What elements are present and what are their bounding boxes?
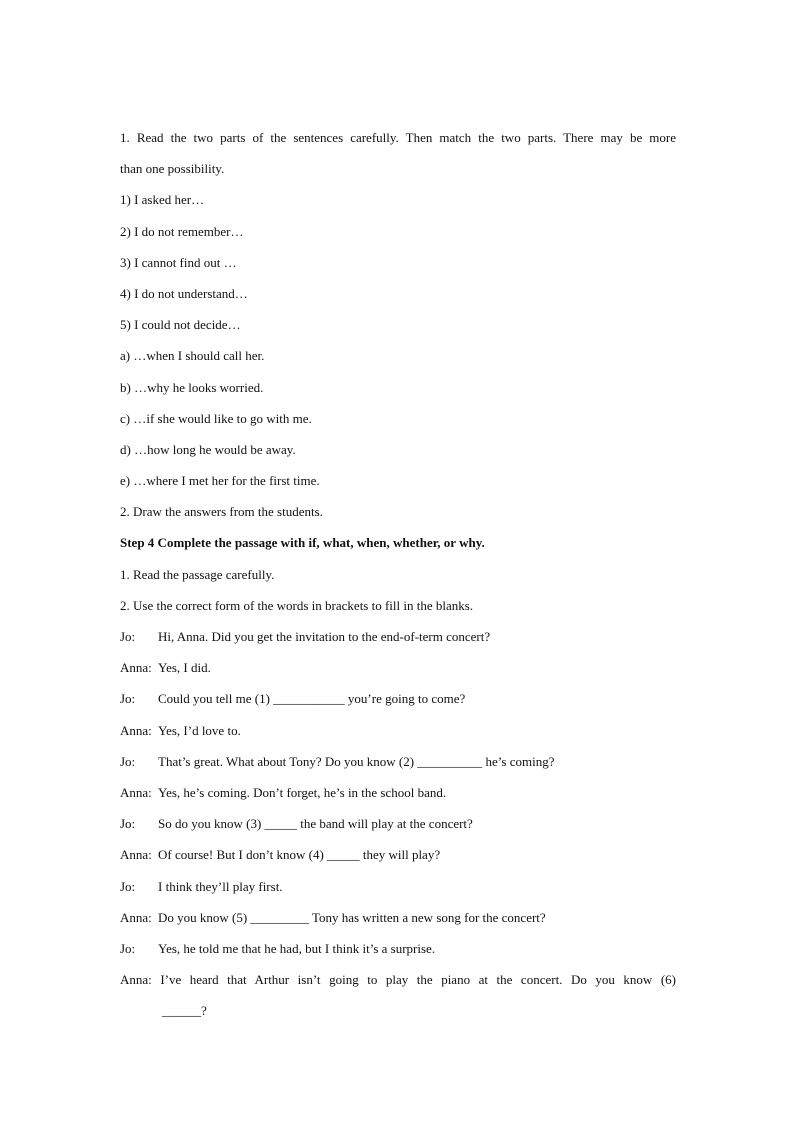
- left-part-2: 2) I do not remember…: [120, 223, 244, 239]
- dialogue-line: [120, 876, 676, 907]
- speaker-label: Anna:: [120, 660, 152, 676]
- dialogue-text: I’ve heard that Arthur isn’t going to play the piano at the concert. Do you know (6): [160, 972, 676, 988]
- right-part-a: a) …when I should call her.: [120, 348, 265, 364]
- draw-answers: 2. Draw the answers from the students.: [120, 504, 323, 520]
- dialogue-text: Yes, I did.: [158, 660, 211, 676]
- dialogue-text: That’s great. What about Tony? Do you know (2) __________ he’s coming?: [158, 753, 555, 769]
- dialogue-text: Of course! But I don’t know (4) _____ they will play?: [158, 847, 441, 863]
- right-part-c: c) …if she would like to go with me.: [120, 410, 312, 426]
- dialogue-text: Yes, he told me that he had, but I think it’s a surprise.: [158, 940, 436, 956]
- speaker-label: Anna:: [120, 909, 152, 925]
- task1-instruction-line2: than one possibility.: [120, 161, 225, 177]
- dialogue-text: Do you know (5) _________ Tony has written a new song for the concert?: [158, 909, 546, 925]
- speaker-label: Anna:: [120, 847, 152, 863]
- right-part-d: d) …how long he would be away.: [120, 441, 296, 457]
- dialogue-line: [120, 969, 676, 1000]
- dialogue-line: [120, 844, 676, 875]
- dialogue-line: [120, 720, 676, 751]
- speaker-label: Jo:: [120, 629, 136, 644]
- dialogue-line: [120, 907, 676, 938]
- dialogue-line: [120, 688, 676, 719]
- speaker-label: Jo:: [120, 753, 136, 769]
- speaker-label: Jo:: [120, 878, 136, 894]
- dialogue-text: Could you tell me (1) ___________ you’re going to come?: [158, 691, 466, 707]
- dialogue-line: [120, 813, 676, 844]
- left-part-4: 4) I do not understand…: [120, 285, 248, 301]
- speaker-label: Jo:: [120, 691, 136, 707]
- dialogue-text: Yes, I’d love to.: [158, 722, 241, 738]
- speaker-label: Anna:: [120, 722, 152, 738]
- right-part-e: e) …where I met her for the first time.: [120, 473, 320, 489]
- left-part-3: 3) I cannot find out …: [120, 254, 237, 270]
- dialogue-continuation: ______?: [162, 1003, 207, 1019]
- step4-heading: Step 4 Complete the passage with if, what, when, whether, or why.: [120, 535, 485, 551]
- step4-instruction-1: 1. Read the passage carefully.: [120, 566, 275, 582]
- dialogue-line: [120, 782, 676, 813]
- speaker-label: Jo:: [120, 816, 136, 832]
- left-part-1: 1) I asked her…: [120, 192, 205, 208]
- step4-instruction-2: 2. Use the correct form of the words in brackets to fill in the blanks.: [120, 597, 474, 613]
- dialogue-line: [120, 657, 676, 688]
- dialogue-text: So do you know (3) _____ the band will play at the concert?: [158, 816, 473, 832]
- speaker-label: Anna:: [120, 784, 152, 800]
- document-page: [120, 127, 676, 1031]
- speaker-label: Jo:: [120, 940, 136, 956]
- dialogue-line: [120, 626, 676, 657]
- dialogue-text: Hi, Anna. Did you get the invitation to the end-of-term concert?: [158, 629, 491, 644]
- task1-instruction-line1: 1. Read the two parts of the sentences carefully. Then match the two parts. There may be more: [120, 130, 676, 145]
- right-part-b: b) …why he looks worried.: [120, 379, 264, 395]
- dialogue-line: [120, 751, 676, 782]
- left-part-5: 5) I could not decide…: [120, 317, 241, 333]
- dialogue-line: [120, 938, 676, 969]
- speaker-label: Anna:: [120, 972, 152, 988]
- dialogue-text: Yes, he’s coming. Don’t forget, he’s in the school band.: [158, 784, 447, 800]
- dialogue-text: I think they’ll play first.: [158, 878, 283, 894]
